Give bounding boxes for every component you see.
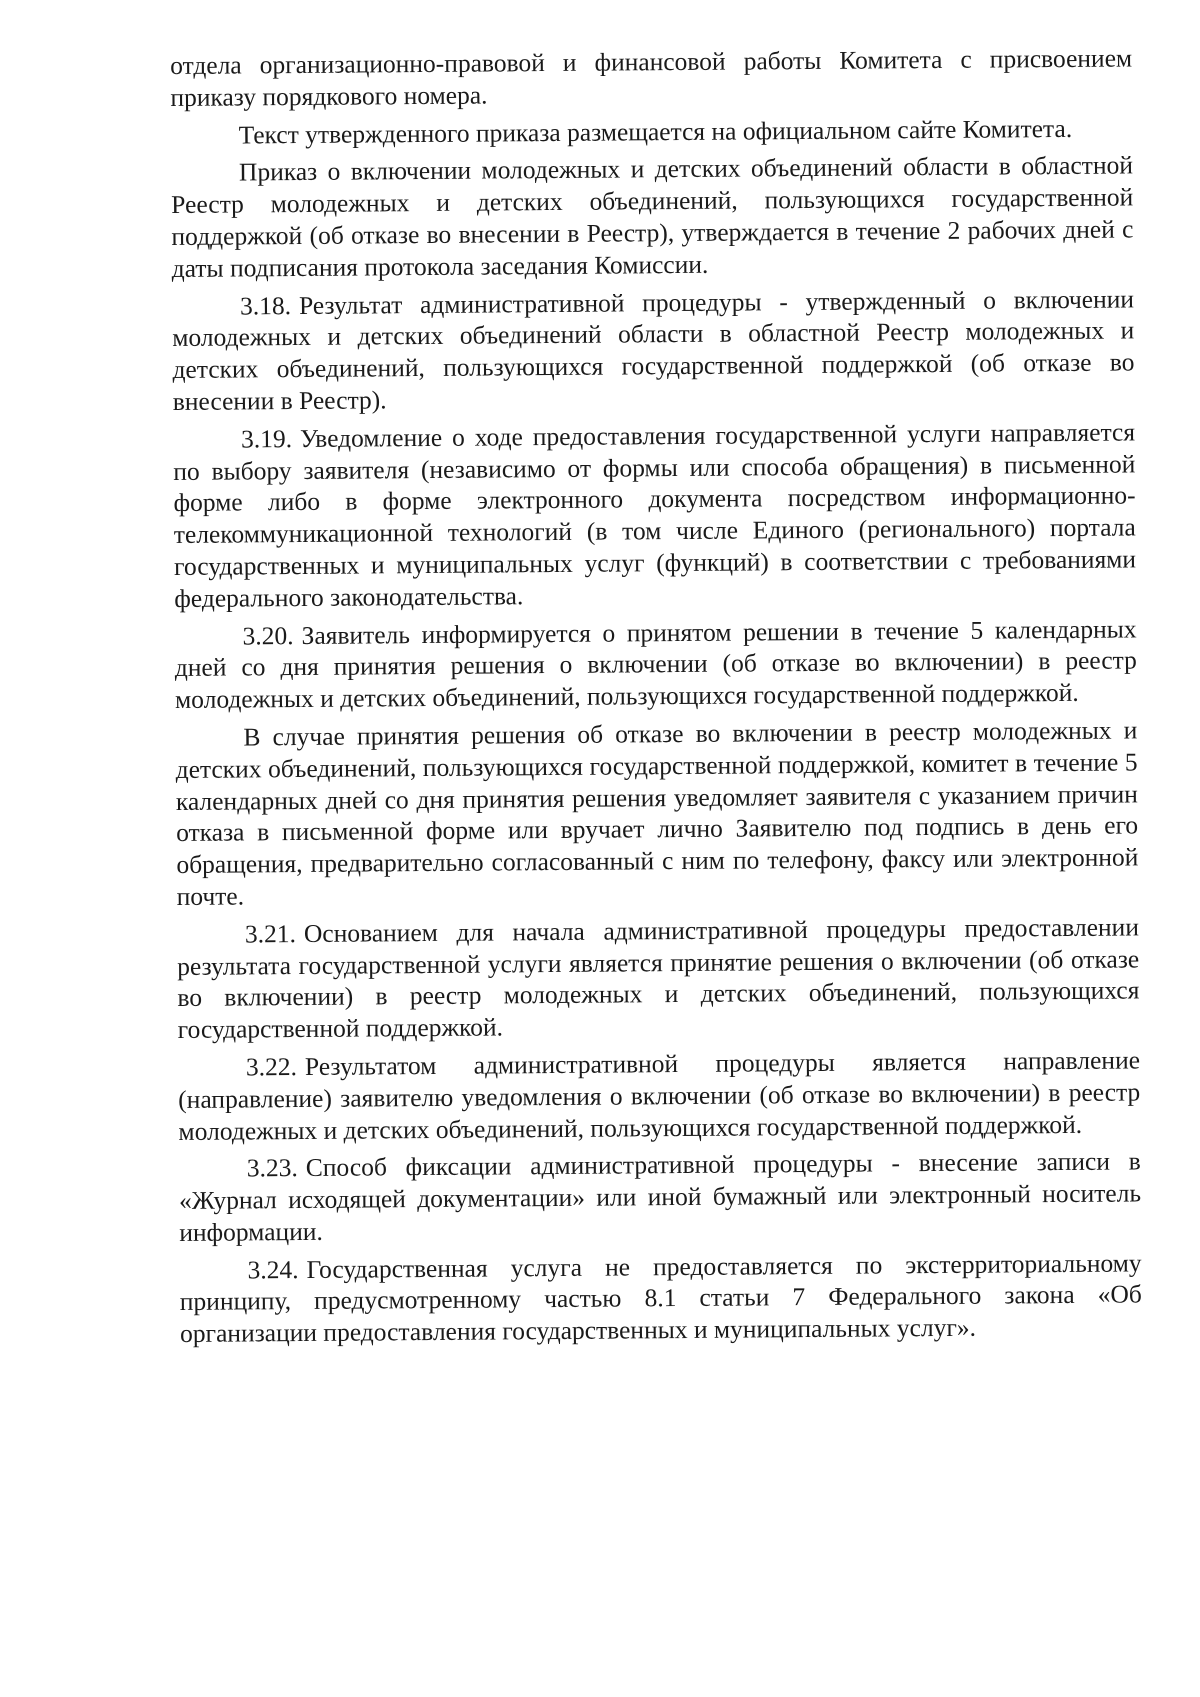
paragraph-text: Основанием для начала административной процедуры предоставлении результата государственной услуги является принятие решения о включении (об отказе во включении) в реестр молодежных и детских объединений, пользующихся государственной поддержкой. bbox=[177, 912, 1140, 1045]
paragraph-publication bbox=[171, 112, 1133, 151]
paragraph-3-19 bbox=[173, 416, 1136, 614]
paragraph-3-21 bbox=[177, 911, 1140, 1046]
paragraph-text: Результатом административной процедуры является направление (направление) заявителю уведомления о включении (об отказе во включении) в реестр молодежных и детских объединений, пользующихся государственной поддержкой. bbox=[178, 1045, 1141, 1146]
paragraph-text: Государственная услуга не предоставляется по экстерриториальному принципу, предусмотренному частью 8.1 статьи 7 Федерального закона «Об организации предоставления государственных и муниципальных услуг». bbox=[179, 1248, 1142, 1349]
paragraph-3-20 bbox=[174, 613, 1137, 716]
paragraph-3-23 bbox=[179, 1146, 1142, 1249]
paragraph-number: 3.20. bbox=[242, 620, 294, 650]
paragraph-text: отдела организационно-правовой и финансовой работы Комитета с присвоением приказу порядкового номера. bbox=[170, 43, 1133, 112]
paragraph-number: 3.19. bbox=[240, 423, 293, 454]
paragraph-3-18 bbox=[172, 283, 1135, 418]
paragraph-continuation bbox=[170, 42, 1132, 113]
paragraph-number: 3.22. bbox=[245, 1051, 298, 1082]
paragraph-text: Заявитель информируется о принятом решении в течение 5 календарных дней со дня принятия решения о включении (об отказе во включении) в реестр молодежных и детских объединений, пользующихся государственной поддержкой. bbox=[174, 613, 1137, 715]
paragraph-3-24 bbox=[179, 1247, 1142, 1350]
paragraph-text: В случае принятия решения об отказе во включении в реестр молодежных и детских объединений, пользующихся государственной поддержкой, комитет в течение 5 календарных дней со дня принятия решения уведомляет заявителя с указанием причин отказа в письменной форме или вручает лично Заявителю под подпись в день его обращения, предварительно согласованный с ним по телефону, факсу или электронной почте. bbox=[175, 715, 1139, 911]
paragraph-text: Способ фиксации административной процедуры - внесение записи в «Журнал исходящей документации» или иной бумажный или электронный носитель информации. bbox=[178, 1146, 1142, 1247]
paragraph-number: 3.23. bbox=[246, 1153, 298, 1183]
paragraph-number: 3.21. bbox=[244, 918, 297, 949]
paragraph-refusal-case bbox=[175, 714, 1138, 912]
paragraph-3-22 bbox=[178, 1044, 1141, 1147]
paragraph-text: Текст утвержденного приказа размещается на официальном сайте Комитета. bbox=[238, 113, 1073, 150]
paragraph-number: 3.18. bbox=[239, 290, 292, 321]
paragraph-number: 3.24. bbox=[247, 1254, 299, 1285]
paragraph-text: Уведомление о ходе предоставления государственной услуги направляется по выбору заявителя (независимо от формы или способа обращения) в письменной форме либо в форме электронного документа посредством информационно-телекоммуникационной технологий (в том числе Единого (регионального) портала государственных и муниципальных услуг (функций) в соответствии с требованиями федерального законодательства. bbox=[173, 417, 1137, 613]
paragraph-text: Результат административной процедуры - утвержденный о включении молодежных и детских объединений области в областной Реестр молодежных и детских объединений, пользующихся государственной поддержкой (об отказе во внесении в Реестр). bbox=[172, 284, 1135, 416]
document-body bbox=[170, 42, 1142, 1356]
paragraph-order-approval bbox=[171, 150, 1134, 285]
paragraph-text: Приказ о включении молодежных и детских объединений области в областной Реестр молодежных и детских объединений, пользующихся государственной поддержкой (об отказе во внесении в Реестр), утверждается в течение 2 рабочих дней с даты подписания протокола заседания Комиссии. bbox=[171, 150, 1134, 283]
